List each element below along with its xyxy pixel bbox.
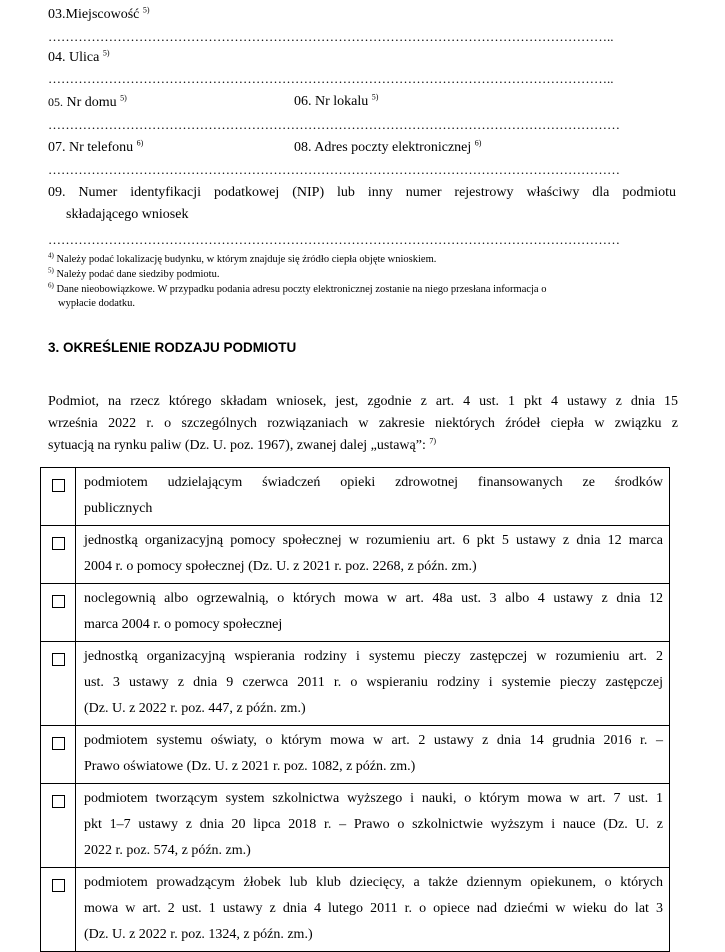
entity-type-checkbox[interactable] <box>52 479 65 492</box>
entity-type-text-line: mowa w art. 2 ust. 1 ustawy z dnia 4 lutego 2011 r. o opiece nad dziećmi w wieku do lat 3 <box>84 901 663 916</box>
entity-type-text-line: jednostką organizacyjną pomocy społecznej w rozumieniu art. 6 pkt 5 ustawy z dnia 12 marca <box>84 533 663 548</box>
checkbox-cell <box>41 726 76 784</box>
checkbox-cell <box>41 526 76 584</box>
entity-type-text-line: podmiotem prowadzącym żłobek lub klub dziecięcy, a także dziennym opiekunem, o których <box>84 875 663 890</box>
checkbox-cell <box>41 642 76 726</box>
entity-type-text-line: podmiotem tworzącym system szkolnictwa wyższego i nauki, o którym mowa w art. 7 ust. 1 <box>84 791 663 806</box>
field-09-label: 09. Numer identyfikacji podatkowej (NIP) lub inny numer rejestrowy właściwy dla podmiotu składającego wniosek <box>48 185 676 222</box>
field-09-input[interactable]: …………………………………………………………………………………………………………………… <box>48 233 620 247</box>
entity-type-text-line: (Dz. U. z 2022 r. poz. 447, z późn. zm.) <box>84 701 306 716</box>
entity-type-text-line: jednostką organizacyjną wspierania rodziny i systemu pieczy zastępczej w rozumieniu art. 2 <box>84 649 663 664</box>
entity-type-description <box>76 642 670 726</box>
entity-type-text-line: podmiotem udzielającym świadczeń opieki zdrowotnej finansowanych ze środków <box>84 475 663 490</box>
entity-type-text-line: marca 2004 r. o pomocy społecznej <box>84 617 283 632</box>
entity-type-checkbox[interactable] <box>52 653 65 666</box>
entity-type-row <box>41 526 670 584</box>
footnote-4: $^{4)}$ Należy podać lokalizację budynku, w którym znajduje się źródło ciepła objęte wnioskiem. <box>48 251 437 265</box>
entity-type-text-line: 2022 r. poz. 574, z późn. zm.) <box>84 843 251 858</box>
field-04-input[interactable]: ………………………………………………………………………………………………………………….. <box>48 72 614 86</box>
field-07-label: 07. Nr telefonu $^{6)}$ <box>48 138 144 155</box>
entity-type-description <box>76 868 670 952</box>
entity-type-text-line: ust. 3 ustawy z dnia 9 czerwca 2011 r. o wspieraniu rodziny i systemie pieczy zastępczej <box>84 675 663 690</box>
field-04-label: 04. Ulica $^{5)}$ <box>48 48 110 65</box>
field-06-label: 06. Nr lokalu $^{5)}$ <box>294 92 379 109</box>
entity-type-description <box>76 726 670 784</box>
entity-type-table <box>40 467 670 952</box>
entity-type-description <box>76 784 670 868</box>
entity-type-text-line: pkt 1–7 ustawy z dnia 20 lipca 2018 r. – Prawo o szkolnictwie wyższym i nauce (Dz. U. z <box>84 817 663 832</box>
intro-paragraph: Podmiot, na rzecz którego składam wniosek, jest, zgodnie z art. 4 ust. 1 pkt 4 ustawy z dnia 15 września 2022 r. o szczególnych rozwiązaniach w zakresie niektórych źródeł ciepła w związku z sytuacją na rynku paliw (Dz. U. poz. 1967), zwanej dalej „ustawą”: $^{7)}$ <box>48 394 678 453</box>
entity-type-row <box>41 726 670 784</box>
entity-type-checkbox[interactable] <box>52 537 65 550</box>
entity-type-row <box>41 784 670 868</box>
entity-type-row <box>41 642 670 726</box>
entity-type-checkbox[interactable] <box>52 595 65 608</box>
field-05-06-input[interactable]: …………………………………………………………………………………………………………………… <box>48 118 620 132</box>
entity-type-text-line: Prawo oświatowe (Dz. U. z 2021 r. poz. 1082, z późn. zm.) <box>84 759 416 774</box>
entity-type-row <box>41 868 670 952</box>
entity-type-text-line: (Dz. U. z 2022 r. poz. 1324, z późn. zm.) <box>84 927 313 942</box>
checkbox-cell <box>41 584 76 642</box>
entity-type-text-line: publicznych <box>84 501 153 516</box>
entity-type-text-line: 2004 r. o pomocy społecznej (Dz. U. z 2021 r. poz. 2268, z późn. zm.) <box>84 559 477 574</box>
entity-type-description <box>76 468 670 526</box>
field-03-label: 03.Miejscowość $^{5)}$ <box>48 5 150 22</box>
field-08-label: 08. Adres poczty elektronicznej $^{6)}$ <box>294 138 482 155</box>
field-07-08-input[interactable]: …………………………………………………………………………………………………………………… <box>48 163 620 177</box>
section-3-heading: 3. OKREŚLENIE RODZAJU PODMIOTU <box>48 340 297 355</box>
entity-type-row <box>41 468 670 526</box>
entity-type-checkbox[interactable] <box>52 879 65 892</box>
entity-type-row <box>41 584 670 642</box>
field-05-label: 05. Nr domu $^{5)}$ <box>48 93 127 110</box>
entity-type-checkbox[interactable] <box>52 737 65 750</box>
checkbox-cell <box>41 868 76 952</box>
entity-type-text-line: noclegownią albo ogrzewalnią, o których mowa w art. 48a ust. 3 albo 4 ustawy z dnia 12 <box>84 591 663 606</box>
footnote-6: $^{6)}$ Dane nieobowiązkowe. W przypadku podania adresu poczty elektronicznej zostanie na niego przesłana informacja o wypłacie dodatku. <box>48 281 547 309</box>
entity-type-text-line: podmiotem systemu oświaty, o którym mowa w art. 2 ustawy z dnia 14 grudnia 2016 r. – <box>84 733 663 748</box>
checkbox-cell <box>41 468 76 526</box>
checkbox-cell <box>41 784 76 868</box>
entity-type-description <box>76 584 670 642</box>
entity-type-checkbox[interactable] <box>52 795 65 808</box>
footnote-5: $^{5)}$ Należy podać dane siedziby podmiotu. <box>48 266 220 280</box>
field-03-input[interactable]: ………………………………………………………………………………………………………………….. <box>48 30 614 44</box>
entity-type-description <box>76 526 670 584</box>
